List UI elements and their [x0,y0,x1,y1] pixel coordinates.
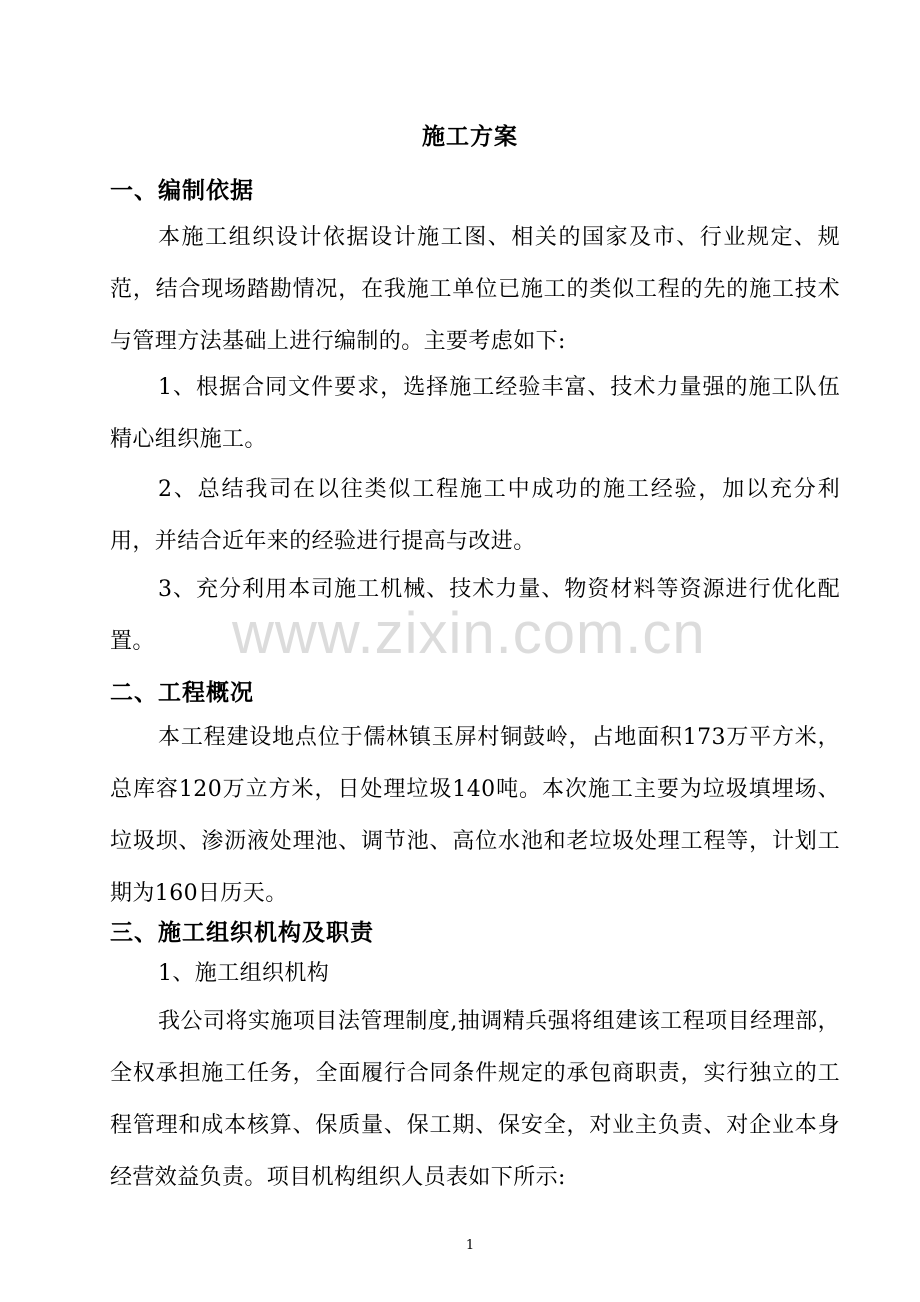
page-number: 1 [465,1238,475,1253]
paragraph-organization: 我公司将实施项目法管理制度,抽调精兵强将组建该工程项目经理部，全权承担施工任务，全面履行合同条件规定的承包商职责，实行独立的工程管理和成本核算、保质量、保工期、保安全，对业主负责、对企业本身经营效益负责。项目机构组织人员表如下所示: [110,1009,840,1190]
paragraph-basis-item-2: 2、总结我司在以往类似工程施工中成功的施工经验，加以充分利用，并结合近年来的经验进行提高与改进。 [110,477,840,554]
section-heading-basis: 一、编制依据 [110,177,254,204]
section-heading-organization: 三、施工组织机构及职责 [110,919,374,946]
paragraph-overview: 本工程建设地点位于儒林镇玉屏村铜鼓岭，占地面积173万平方米，总库容120万立方米，日处理垃圾140吨。本次施工主要为垃圾填埋场、垃圾坝、渗沥液处理池、调节池、高位水池和老垃圾处理工程等，计划工期为160日历天。 [110,725,840,906]
paragraph-basis-item-3: 3、充分利用本司施工机械、技术力量、物资材料等资源进行优化配置。 [110,577,840,654]
subheading-organization-structure: 1、施工组织机构 [158,961,330,986]
section-heading-overview: 二、工程概况 [110,679,254,706]
paragraph-basis-intro: 本施工组织设计依据设计施工图、相关的国家及市、行业规定、规范，结合现场踏勘情况，在我施工单位已施工的类似工程的先的施工技术与管理方法基础上进行编制的。主要考虑如下: [110,225,840,354]
watermark-text: www.zixin.com.cn [232,601,706,666]
document-title: 施工方案 [422,123,518,150]
paragraph-basis-item-1: 1、根据合同文件要求，选择施工经验丰富、技术力量强的施工队伍精心组织施工。 [110,375,840,452]
